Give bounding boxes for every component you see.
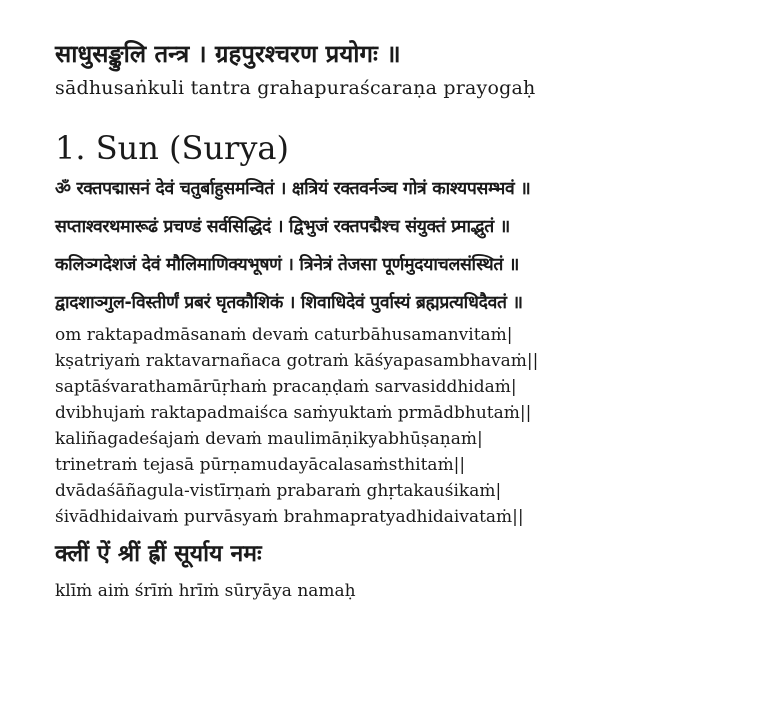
verse-devanagari-line: ॐ रक्तपद्मासनं देवं चतुर्बाहुसमन्वितं । क्षत्रियं रक्तवर्नञ्च गोत्रं काश्यपसम्भवं ॥ xyxy=(55,179,531,199)
verses-transliteration xyxy=(55,322,775,530)
verses-devanagari xyxy=(55,170,775,322)
verse-translit-line: dvibhujaṁ raktapadmaiśca saṁyuktaṁ prmādbhutaṁ|| xyxy=(55,403,532,423)
mantra-devanagari: क्लीं ऐं श्रीं ह्रीं सूर्याय नमः xyxy=(55,541,262,567)
verse-translit-line: kṣatriyaṁ raktavarnañaca gotraṁ kāśyapasambhavaṁ|| xyxy=(55,351,539,371)
mantra-transliteration: klīṁ aiṁ śrīṁ hrīṁ sūryāya namaḥ xyxy=(55,581,356,601)
document-page xyxy=(55,34,775,606)
document-title-devanagari: साधुसङ्कुलि तन्त्र । ग्रहपुरश्चरण प्रयोगः ॥ xyxy=(55,40,401,68)
document-title-transliteration: sādhusaṅkuli tantra grahapuraścaraṇa prayogaḥ xyxy=(55,77,536,99)
verse-translit-line: śivādhidaivaṁ purvāsyaṁ brahmapratyadhidaivataṁ|| xyxy=(55,507,524,527)
section-heading: 1. Sun (Surya) xyxy=(55,129,289,167)
verse-translit-line: saptāśvarathamārūṛhaṁ pracaṇḍaṁ sarvasiddhidaṁ| xyxy=(55,377,517,397)
verse-translit-line: om raktapadmāsanaṁ devaṁ caturbāhusamanvitaṁ| xyxy=(55,325,513,345)
verse-translit-line: kaliñagadeśajaṁ devaṁ maulimāṇikyabhūṣaṇaṁ| xyxy=(55,429,483,449)
verse-devanagari-line: द्वादशाञ्गुल-विस्तीर्णं प्रबरं घृतकौशिकं । शिवाधिदेवं पुर्वास्यं ब्रह्मप्रत्यधिदैवतं ॥ xyxy=(55,293,523,313)
verse-devanagari-line: सप्ताश्वरथमारूढं प्रचण्डं सर्वसिद्धिदं । द्विभुजं रक्तपद्मैश्च संयुक्तं प्र्माद्भुतं ॥ xyxy=(55,217,510,237)
verse-translit-line: dvādaśāñagula-vistīrṇaṁ prabaraṁ ghṛtakauśikaṁ| xyxy=(55,481,502,501)
verse-translit-line: trinetraṁ tejasā pūrṇamudayācalasaṁsthitaṁ|| xyxy=(55,455,466,475)
verse-devanagari-line: कलिञ्गदेशजं देवं मौलिमाणिक्यभूषणं । त्रिनेत्रं तेजसा पूर्णमुदयाचलसंस्थितं ॥ xyxy=(55,255,520,275)
